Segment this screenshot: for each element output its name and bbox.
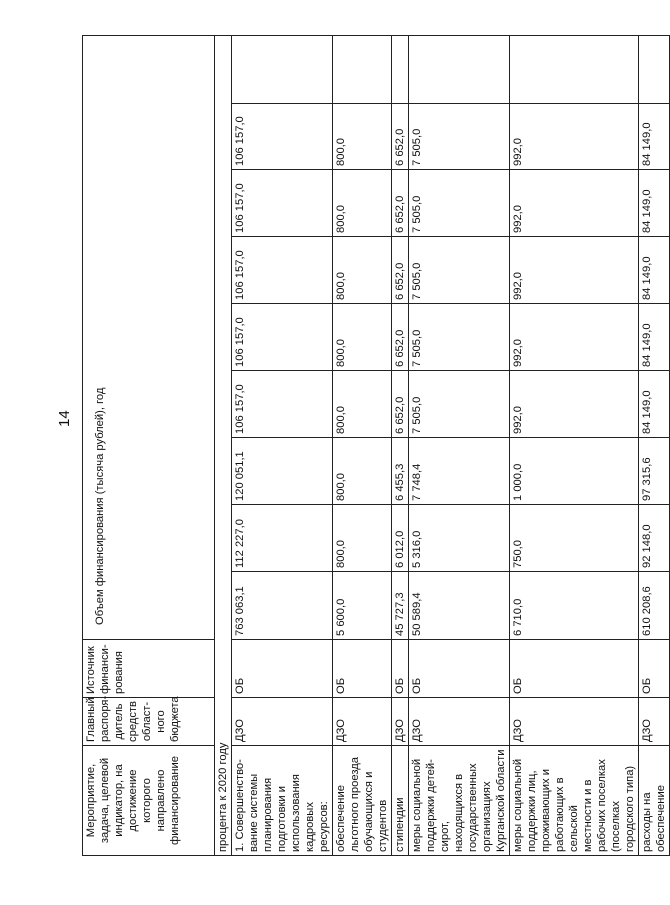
row-value: 84 149,0 [639,237,670,304]
header-activity: Мероприятие, задача, целевой индикатор, на достижение которого направлено финансирование [83,746,215,856]
row-source: ОБ [333,640,392,698]
row-value: 6 652,0 [392,104,409,170]
row-value: 6 710,0 [510,572,639,640]
row-value: 6 455,3 [392,438,409,505]
row-value: 5 600,0 [333,572,392,640]
row-value: 800,0 [333,237,392,304]
row-value: 763 063,1 [232,572,333,640]
table-row [409,35,510,855]
row-value: 7 505,0 [409,104,510,170]
table-row [232,35,333,855]
row-value: 84 149,0 [639,170,670,237]
rotated-table-wrapper [82,36,670,856]
row-source: ОБ [409,640,510,698]
row-value: 45 727,3 [392,572,409,640]
financing-table [82,35,670,856]
row-value: 992,0 [510,170,639,237]
row-value: 800,0 [333,371,392,438]
row-value: 6 012,0 [392,505,409,572]
row-value: 610 208,6 [639,572,670,640]
row-source: ОБ [510,640,639,698]
row-activity: обеспечение льготного проезда обучающихся и студентов [333,746,392,856]
row-value: 800,0 [333,170,392,237]
header-volume: Объем финансирования (тысяча рублей), год [83,35,215,639]
row-value: 800,0 [333,438,392,505]
row-value: 7 748,4 [409,438,510,505]
row-value: 992,0 [510,237,639,304]
row-activity: расходы на обеспечение [639,746,670,856]
row-activity: меры социальной поддержки лиц, проживающих и работающих в сельской местности и в рабочих поселках (поселках городского типа) [510,746,639,856]
row-value: 6 652,0 [392,304,409,371]
row-value: 992,0 [510,104,639,170]
row-value: 6 652,0 [392,170,409,237]
row-value: 84 149,0 [639,304,670,371]
row-value: 106 157,0 [232,104,333,170]
row-value: 120 051,1 [232,438,333,505]
row-value: 84 149,0 [639,371,670,438]
row-value: 800,0 [333,505,392,572]
section-row [215,35,232,855]
row-value: 6 652,0 [392,371,409,438]
row-manager: ДЗО [510,698,639,746]
row-manager: ДЗО [232,698,333,746]
row-value: 992,0 [510,371,639,438]
row-value: 7 505,0 [409,170,510,237]
row-value: 106 157,0 [232,304,333,371]
row-value: 1 000,0 [510,438,639,505]
row-value: 5 316,0 [409,505,510,572]
row-source: ОБ [639,640,670,698]
row-value: 7 505,0 [409,237,510,304]
row-value: 992,0 [510,304,639,371]
header-source: Источник финанси- рования [83,640,215,698]
row-value: 106 157,0 [232,170,333,237]
row-activity: 1. Совершенство- вание системы планирования подготовки и использования кадровых ресурсов: [232,746,333,856]
row-value: 97 315,6 [639,438,670,505]
row-value: 92 148,0 [639,505,670,572]
table-row [639,35,670,855]
table-row [510,35,639,855]
row-value: 50 589,4 [409,572,510,640]
table-row [392,35,409,855]
row-value: 750,0 [510,505,639,572]
row-value: 106 157,0 [232,371,333,438]
row-manager: ДЗО [333,698,392,746]
row-value: 800,0 [333,104,392,170]
row-value: 7 505,0 [409,371,510,438]
header-row [83,35,215,855]
page-number: 14 [56,410,73,427]
row-source: ОБ [392,640,409,698]
row-value: 6 652,0 [392,237,409,304]
row-value: 800,0 [333,304,392,371]
row-activity: меры социальной поддержки детей- сирот, находящихся в государственных организациях Курганской области [409,746,510,856]
row-value: 112 227,0 [232,505,333,572]
row-manager: ДЗО [639,698,670,746]
section-title: процента к 2020 году [215,35,232,855]
table-row [333,35,392,855]
header-manager: Главный распоря- дитель средств област- ного бюджета [83,698,215,746]
row-value: 84 149,0 [639,104,670,170]
row-manager: ДЗО [392,698,409,746]
row-value: 106 157,0 [232,237,333,304]
row-manager: ДЗО [409,698,510,746]
row-activity: стипендии [392,746,409,856]
row-value: 7 505,0 [409,304,510,371]
row-source: ОБ [232,640,333,698]
